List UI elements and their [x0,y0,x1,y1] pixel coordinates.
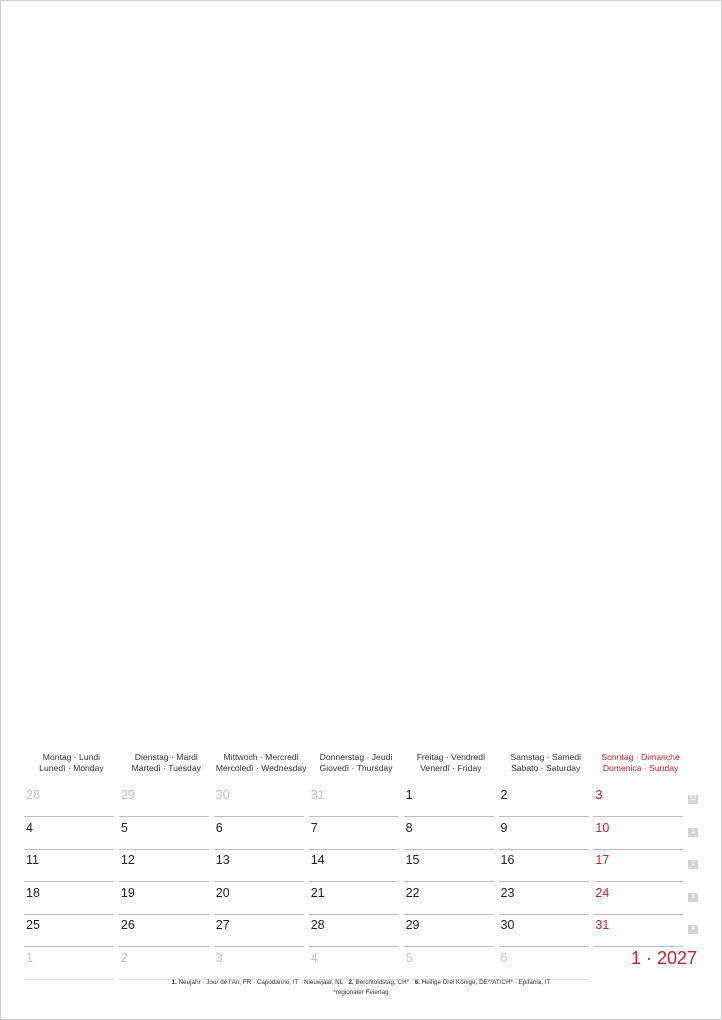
week-row [24,786,714,819]
day-number: 30 [500,918,515,932]
day-number: 2 [120,950,128,965]
day-cell [214,819,304,850]
week-number-badge: 4 [688,925,698,934]
day-cell [119,884,209,915]
weekday-name-it-en: Domenica · Sunday [602,763,679,773]
week-number-badge: 1 [688,828,698,837]
week-number-badge: 53 [689,796,697,802]
day-cell [24,916,114,947]
holiday-notes [0,978,722,998]
day-cell [404,851,494,882]
day-number: 29 [405,918,420,932]
weekday-name-it-en: Martedì · Tuesday [131,763,201,773]
day-number: 23 [500,885,515,900]
day-cell [24,949,114,980]
weekday-name-it-en: Mercoledì · Wednesday [215,763,307,773]
weekday-header [498,752,593,778]
day-number: 3 [215,950,223,965]
day-cell [309,884,399,915]
footnote: *regionaler Feiertag [333,989,389,996]
day-cell [593,819,683,850]
day-number: 2 [500,788,508,802]
day-number: 7 [310,820,318,835]
day-cell [499,884,589,915]
day-cell [499,851,589,882]
day-cell [404,916,494,947]
day-number: 31 [595,918,610,932]
day-number: 17 [595,853,610,867]
day-cell [214,786,304,817]
day-cell [119,916,209,947]
weekday-name-it-en: Sabato · Saturday [511,763,581,773]
day-number: 14 [310,853,325,867]
day-number: 18 [26,885,40,900]
day-cell [119,819,209,850]
weekday-header-row [24,752,688,778]
holiday-text: Neujahr · Jour de l'An, FR · Capodanno, IT · Nieuwjaar, NL [178,979,343,986]
day-cell [24,851,114,882]
day-cell [119,786,209,817]
week-number-badge: 3 [688,893,698,902]
day-number: 5 [120,820,128,835]
day-number: 24 [595,885,610,900]
day-number: 8 [405,820,413,835]
day-number: 4 [310,950,318,965]
week-row [24,851,714,884]
day-cell [214,884,304,915]
weekday-name-it-en: Venerdì · Friday [420,763,482,773]
day-number: 10 [595,820,610,835]
day-cell [309,916,399,947]
day-cell [499,916,589,947]
day-number: 22 [405,885,420,900]
day-number: 5 [405,950,413,965]
weekday-name-it-en: Lunedì · Monday [39,763,104,773]
day-cell [214,851,304,882]
separator: · [410,979,413,986]
day-number: 31 [310,788,325,802]
weekday-name-de-fr: Donnerstag · Jeudi [319,752,393,762]
week-row [24,916,714,949]
day-cell [24,819,114,850]
day-number: 9 [500,820,508,835]
day-cell [404,949,494,980]
weekday-header [119,752,214,778]
holiday-line [0,978,722,988]
day-number: 3 [595,788,603,802]
day-cell [24,786,114,817]
day-number: 28 [310,918,325,932]
weekday-header [593,752,688,778]
day-cell [499,819,589,850]
day-number: 26 [120,918,135,932]
day-number: 28 [26,788,40,802]
day-number: 20 [215,885,230,900]
weekday-name-de-fr: Mittwoch · Mercredi [223,752,299,762]
month-label: 1 · 2027 [630,948,697,968]
weekday-name-de-fr: Samstag · Samedi [510,752,582,762]
day-cell [214,916,304,947]
day-cell [309,949,399,980]
weekday-name-it-en: Giovedì · Thursday [319,763,393,773]
day-number: 12 [120,853,135,867]
day-number: 6 [500,950,508,965]
week-row [24,949,714,982]
day-number: 6 [215,820,223,835]
day-number: 30 [215,788,230,802]
holiday-text: Berchtoldstag, CH* [355,979,410,986]
week-number-badge: 2 [688,860,698,869]
day-number: 4 [26,820,33,835]
day-number: 11 [26,853,39,867]
day-cell [593,851,683,882]
day-number: 15 [405,853,420,867]
day-cell [404,819,494,850]
day-number: 13 [215,853,230,867]
day-cell [24,884,114,915]
weekday-header [24,752,119,778]
holiday-day: 6. [414,979,420,986]
weekday-header [214,752,309,778]
day-cell [593,786,683,817]
day-cell [214,949,304,980]
weekday-header [403,752,498,778]
holiday-day: 1. [171,979,177,986]
day-cell [593,916,683,947]
week-row [24,819,714,852]
calendar-grid [24,786,714,981]
day-number: 25 [26,918,40,932]
day-cell [404,884,494,915]
day-cell [309,851,399,882]
weekday-name-de-fr: Montag · Lundi [42,752,101,762]
day-cell [593,884,683,915]
day-cell [119,949,209,980]
day-cell [309,819,399,850]
day-cell [119,851,209,882]
weekday-name-de-fr: Freitag · Vendredi [416,752,485,762]
day-number: 16 [500,853,515,867]
day-number: 19 [120,885,135,900]
weekday-name-de-fr: Sonntag · Dimanche [601,752,680,762]
week-row [24,884,714,917]
day-number: 29 [120,788,135,802]
day-cell [404,786,494,817]
day-cell [499,786,589,817]
weekday-header [309,752,404,778]
day-number: 1 [26,950,33,965]
day-number: 1 [405,788,413,802]
weekday-name-de-fr: Dienstag · Mardi [134,752,198,762]
day-cell [499,949,589,980]
day-cell [309,786,399,817]
photo-area [1,1,721,741]
holiday-day: 2. [348,979,354,986]
day-number: 21 [310,885,325,900]
separator: · [344,979,347,986]
day-number: 27 [215,918,230,932]
holiday-text: Heilige Drei Könige, DE*/AT/CH* · Epifania, IT [421,979,551,986]
